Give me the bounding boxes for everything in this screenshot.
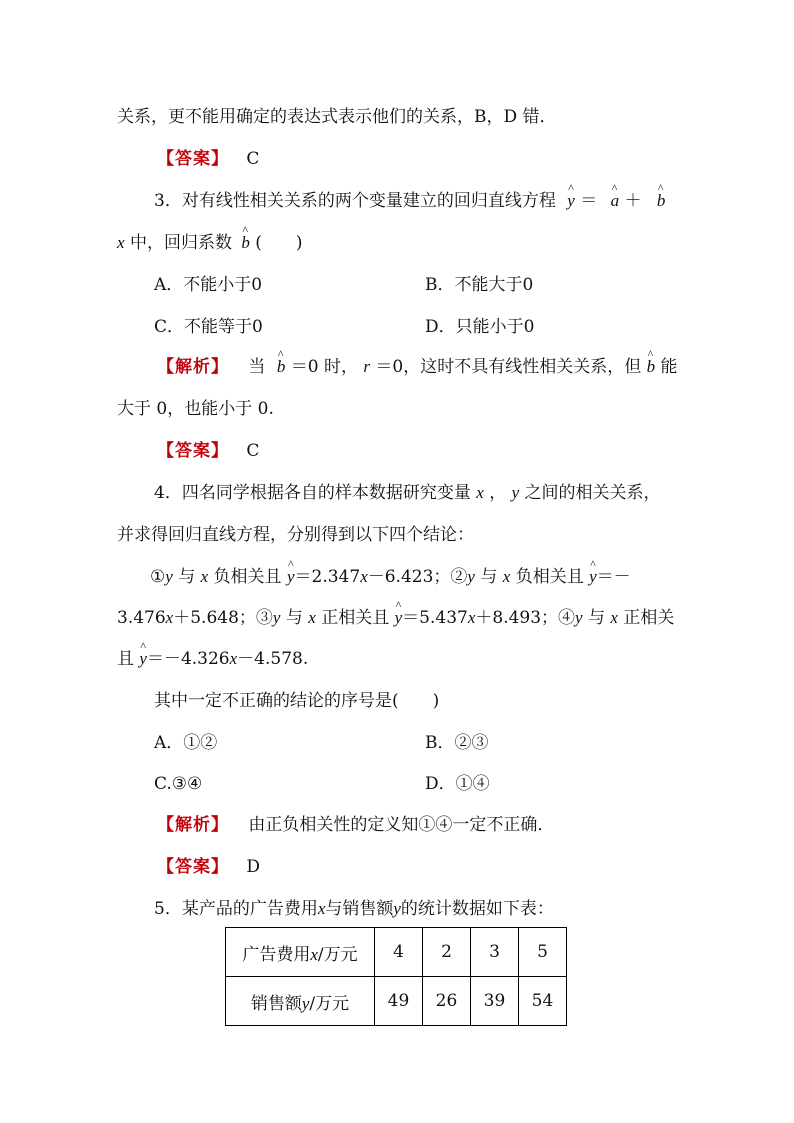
- a-hat: ^ a: [611, 190, 620, 212]
- analysis-tag: 【解析】: [157, 815, 229, 835]
- q4-conclusions-line2: 3.476x＋5.648；③y 与 x 正相关且 ^ y＝5.437x＋8.493；④y 与 x 正相关: [117, 607, 674, 629]
- q3-stem-line2: x 中，回归系数 ^ b ( ): [117, 232, 303, 254]
- y-hat: ^ y: [589, 566, 597, 588]
- table-cell: 4: [375, 928, 423, 977]
- q2-answer: [157, 148, 259, 170]
- table-cell: 49: [375, 977, 423, 1026]
- q4-stem-line2: 并求得回归直线方程，分别得到以下四个结论：: [117, 525, 474, 545]
- y-hat: ^ y: [287, 566, 295, 588]
- q4-option-a: A．①②: [154, 733, 218, 753]
- y-hat: ^ y: [139, 648, 147, 670]
- q3-option-d: D．只能小于0: [425, 317, 535, 337]
- answer-tag: 【答案】: [157, 857, 229, 877]
- y-hat: ^ y: [395, 607, 403, 629]
- answer-tag: 【答案】: [157, 149, 229, 169]
- q4-conclusions-line3: 且 ^ y＝－4.326x－4.578.: [117, 648, 308, 670]
- q4-analysis: 【解析】 由正负相关性的定义知①④一定不正确．: [157, 815, 555, 835]
- table-cell: 3: [471, 928, 519, 977]
- q4-option-c: C.③④: [154, 774, 203, 794]
- y-hat: ^ y: [567, 190, 575, 212]
- q3-answer: [157, 440, 259, 462]
- data-table: [225, 927, 567, 1026]
- q4-stem-line1: 4．四名同学根据各自的样本数据研究变量 x ， y 之间的相关关系，: [154, 483, 661, 503]
- table-row: [226, 977, 567, 1026]
- b-hat: ^ b: [657, 190, 666, 212]
- q4-question: 其中一定不正确的结论的序号是( ): [154, 691, 440, 711]
- q3-option-a: A．不能小于0: [154, 275, 263, 295]
- answer-tag: 【答案】: [157, 441, 229, 461]
- row-header: 广告费用x/万元: [226, 928, 375, 977]
- q4-option-b: B．②③: [425, 733, 489, 753]
- answer-value: C: [246, 149, 260, 169]
- table-cell: 54: [519, 977, 567, 1026]
- analysis-tag: 【解析】: [157, 357, 229, 377]
- answer-value: C: [246, 441, 260, 461]
- answer-value: D: [246, 857, 261, 877]
- b-hat: ^ b: [647, 356, 656, 378]
- q3-analysis-line2: 大于 0，也能小于 0.: [117, 399, 274, 419]
- q3-stem-line1: 3．对有线性相关关系的两个变量建立的回归直线方程 ^ y ＝ ^ a ＋ ^ b: [154, 190, 665, 212]
- q4-conclusions-line1: ①y 与 x 负相关且 ^ y＝2.347x－6.423；②y 与 x 负相关且 ^ y＝－: [150, 566, 631, 588]
- table-cell: 2: [423, 928, 471, 977]
- row-header: 销售额y/万元: [226, 977, 375, 1026]
- q3-option-b: B．不能大于0: [425, 275, 534, 295]
- table-row: [226, 928, 567, 977]
- q3-analysis-line1: 【解析】 当 ^ b ＝0 时， r ＝0，这时不具有线性相关关系，但 ^ b 能: [157, 356, 678, 378]
- b-hat: ^ b: [277, 356, 286, 378]
- q4-option-d: D．①④: [425, 774, 490, 794]
- table-cell: 5: [519, 928, 567, 977]
- q3-option-c: C．不能等于0: [154, 317, 263, 337]
- continuation-line: 关系，更不能用确定的表达式表示他们的关系，B，D 错．: [117, 107, 557, 127]
- table-cell: 39: [471, 977, 519, 1026]
- q4-answer: [157, 856, 260, 878]
- q5-stem: 5．某产品的广告费用x与销售额y的统计数据如下表：: [154, 899, 554, 919]
- table-cell: 26: [423, 977, 471, 1026]
- b-hat: ^ b: [241, 232, 250, 254]
